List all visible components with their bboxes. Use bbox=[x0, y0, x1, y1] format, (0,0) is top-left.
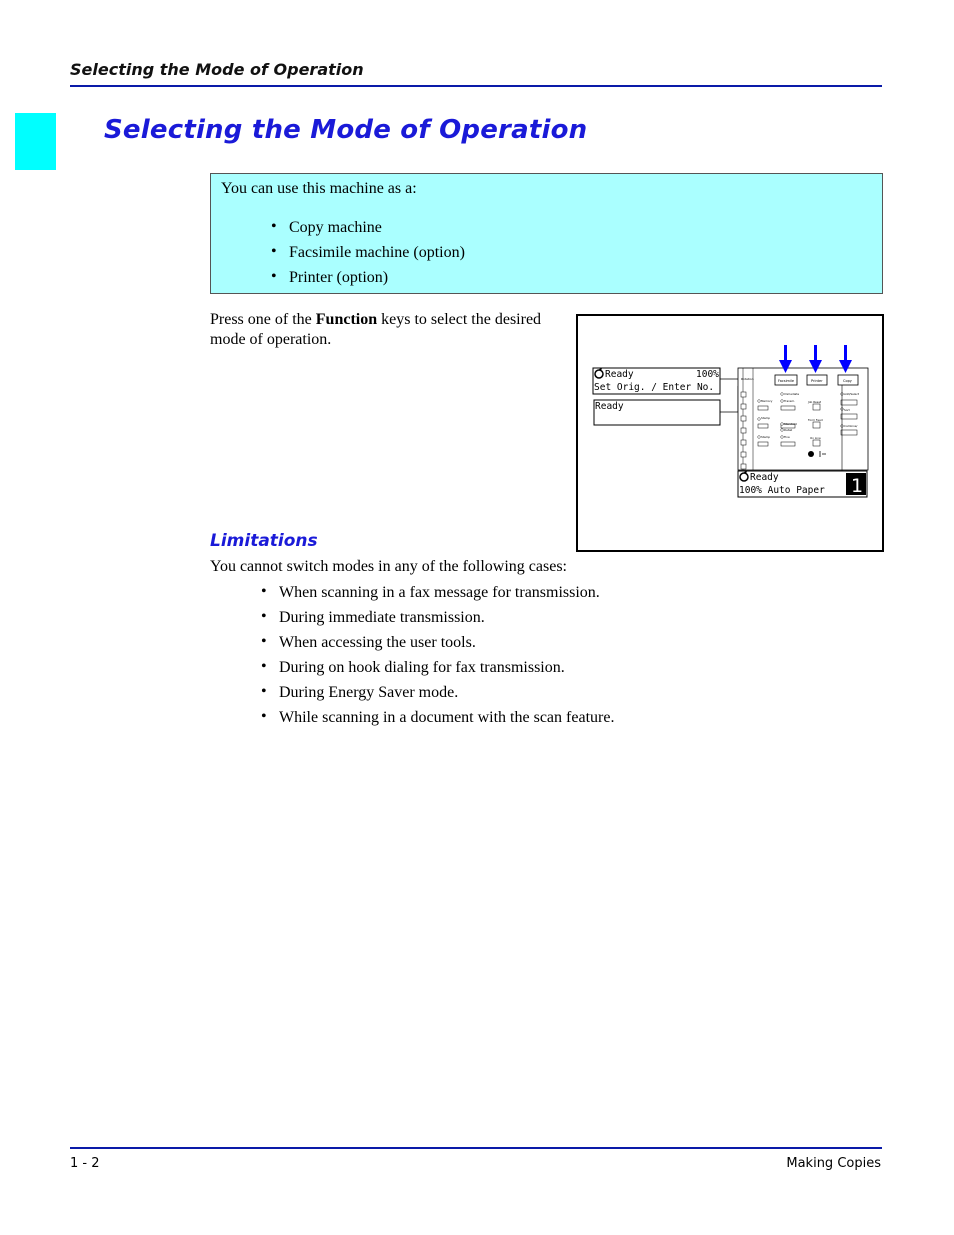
bullet-icon: • bbox=[261, 608, 267, 625]
limitations-intro: You cannot switch modes in any of the following cases: bbox=[210, 558, 567, 575]
svg-text:Standard: Standard bbox=[784, 422, 797, 426]
bullet-icon: • bbox=[271, 243, 277, 260]
bullet-icon: • bbox=[271, 218, 277, 235]
svg-text:Memory: Memory bbox=[761, 399, 773, 403]
display-3-paper: 100% Auto Paper bbox=[739, 485, 825, 496]
facsimile-key-label: Facsimile bbox=[778, 379, 795, 383]
display-1-status: Ready bbox=[605, 369, 634, 380]
page-title: Selecting the Mode of Operation bbox=[104, 115, 588, 145]
svg-text:On Line: On Line bbox=[810, 436, 821, 440]
bullet-icon: • bbox=[261, 658, 267, 675]
intro-lead: You can use this machine as a: bbox=[221, 180, 417, 197]
display-1-prompt: Set Orig. / Enter No. bbox=[594, 382, 715, 393]
bullet-icon: • bbox=[261, 633, 267, 650]
bullet-icon: • bbox=[261, 708, 267, 725]
svg-text:Immediate: Immediate bbox=[784, 392, 800, 396]
footer-section-name: Making Copies bbox=[786, 1156, 881, 1171]
svg-text:Job Reset: Job Reset bbox=[808, 400, 822, 404]
control-panel-figure bbox=[576, 314, 884, 552]
footer-rule bbox=[70, 1147, 882, 1149]
copy-key-label: Copy bbox=[843, 379, 852, 383]
copy-counter: 1 bbox=[851, 475, 864, 497]
header-rule bbox=[70, 85, 882, 87]
svg-text:Combine/: Combine/ bbox=[844, 424, 858, 428]
printer-key-label: Printer bbox=[811, 379, 823, 383]
bullet-icon: • bbox=[261, 683, 267, 700]
footer-page-number: 1 - 2 bbox=[70, 1156, 100, 1171]
display-2-status: Ready bbox=[595, 401, 624, 412]
control-panel-illustration bbox=[578, 316, 882, 550]
bullet-icon: • bbox=[271, 268, 277, 285]
display-1-zoom: 100% bbox=[696, 369, 719, 380]
display-3-status: Ready bbox=[750, 472, 779, 483]
chapter-tab-marker bbox=[15, 113, 56, 170]
svg-text:Sort: Sort bbox=[844, 408, 850, 412]
svg-text:Fine: Fine bbox=[784, 435, 790, 439]
svg-text:Stamp: Stamp bbox=[761, 435, 771, 439]
press-instruction: Press one of the Function keys to select the desired mode of operation. bbox=[210, 311, 542, 348]
panel-label: Rotation bbox=[741, 377, 754, 381]
svg-text:Transm.: Transm. bbox=[784, 399, 796, 403]
svg-text:Detail: Detail bbox=[784, 428, 793, 432]
svg-text:Stamp: Stamp bbox=[761, 416, 771, 420]
intro-box: You can use this machine as a: • Copy machine • Facsimile machine (option) • Printer (option) bbox=[210, 173, 883, 294]
svg-text:Add/Select: Add/Select bbox=[844, 392, 859, 396]
limitations-heading: Limitations bbox=[210, 531, 318, 551]
running-header: Selecting the Mode of Operation bbox=[70, 60, 364, 79]
bullet-icon: • bbox=[261, 583, 267, 600]
function-keys-term: Function bbox=[315, 311, 378, 328]
svg-text:Form Feed: Form Feed bbox=[808, 418, 823, 422]
